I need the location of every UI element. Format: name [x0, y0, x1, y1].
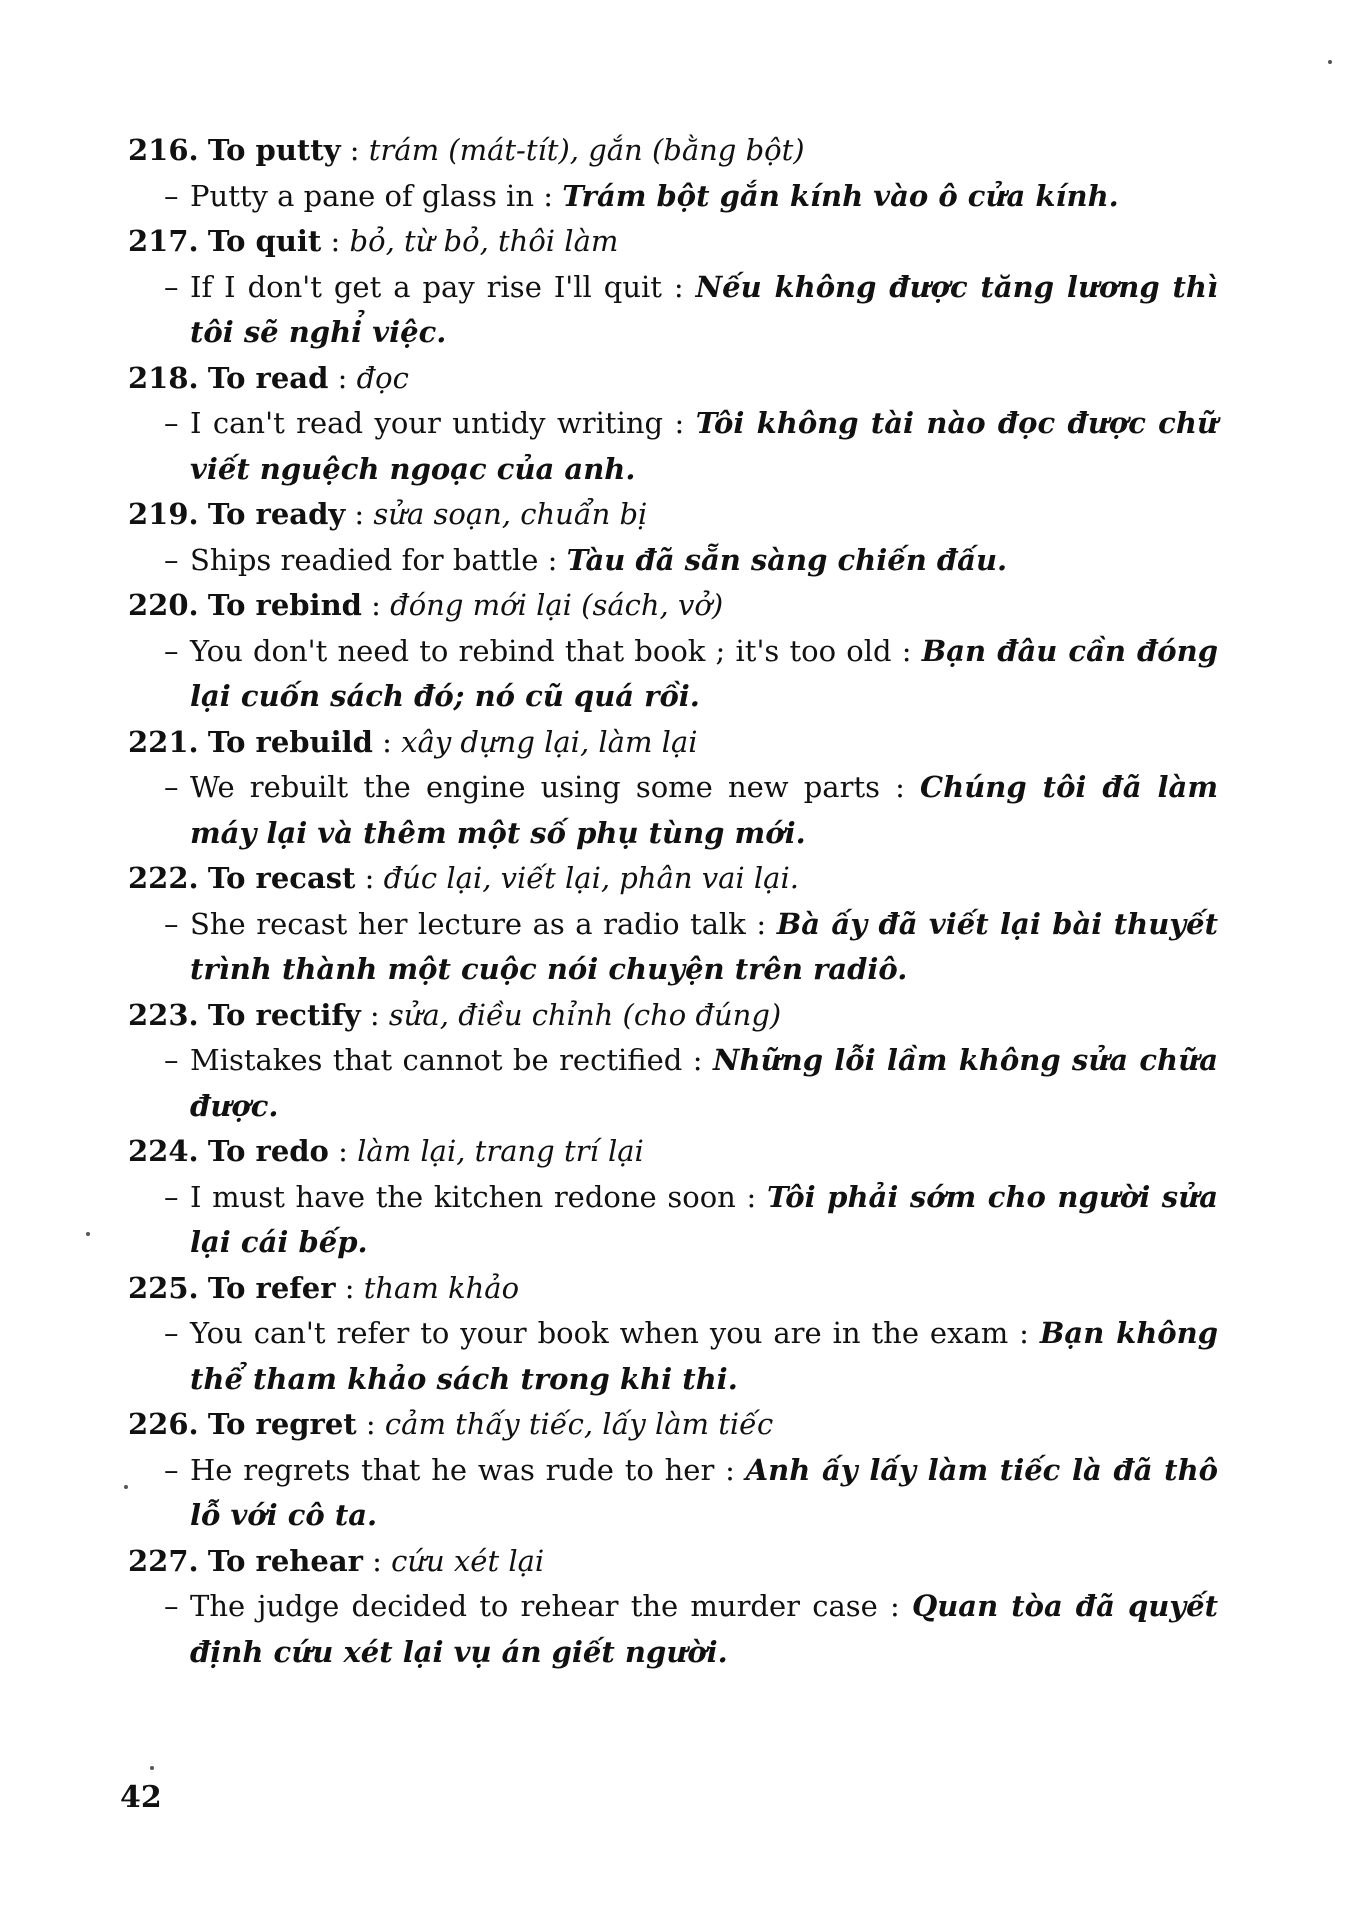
entry-example — [128, 902, 1218, 993]
example-english: He regrets that he was rude to her : — [190, 1452, 735, 1487]
example-dash: – — [164, 178, 179, 213]
page-number: 42 — [120, 1780, 162, 1815]
example-vietnamese: Chúng tôi đã làm máy lại và thêm một số phụ tùng mới. — [190, 770, 1219, 850]
entry-headword-line — [128, 993, 1218, 1039]
dictionary-entry-227 — [128, 1539, 1218, 1676]
entry-example — [128, 1448, 1218, 1539]
example-dash: – — [164, 1589, 179, 1623]
dictionary-entry-222 — [128, 856, 1218, 993]
entry-headword: To putty — [207, 133, 341, 167]
example-dash: – — [164, 770, 179, 804]
example-dash: – — [164, 906, 179, 941]
example-vietnamese: Nếu không được tăng lương thì tôi sẽ nghỉ việc. — [190, 269, 1218, 349]
entry-gloss: sửa, điều chỉnh (cho đúng) — [388, 997, 782, 1032]
entry-headword-line — [128, 856, 1218, 902]
entry-number: 222. — [128, 861, 199, 895]
entry-gloss: bỏ, từ bỏ, thôi làm — [349, 224, 619, 258]
example-vietnamese: Anh ấy lấy làm tiếc là đã thô lỗ với cô ta. — [190, 1452, 1219, 1532]
example-english: If I don't get a pay rise I'll quit : — [190, 269, 684, 304]
entry-colon: : — [338, 1134, 348, 1168]
entry-number: 217. — [128, 224, 199, 258]
entry-headword: To redo — [207, 1134, 329, 1168]
entry-gloss: đọc — [356, 360, 409, 395]
entry-headword: To regret — [207, 1407, 357, 1441]
example-english: She recast her lecture as a radio talk : — [190, 906, 767, 941]
example-english: The judge decided to rehear the murder case : — [190, 1589, 900, 1623]
entry-colon: : — [372, 1543, 382, 1578]
dictionary-entry-216 — [128, 128, 1218, 219]
entry-number: 227. — [128, 1543, 199, 1578]
example-vietnamese: Bạn đâu cần đóng lại cuốn sách đó; nó cũ quá rồi. — [190, 633, 1219, 713]
entry-headword-line — [128, 720, 1218, 766]
entry-headword-line — [128, 128, 1218, 174]
entry-headword: To read — [207, 360, 329, 395]
example-vietnamese: Tôi phải sớm cho người sửa lại cái bếp. — [190, 1179, 1218, 1259]
entry-number: 216. — [128, 133, 199, 167]
example-english: Mistakes that cannot be rectified : — [190, 1043, 703, 1077]
entry-gloss: xây dựng lại, làm lại — [401, 724, 698, 759]
entry-example — [128, 265, 1218, 356]
example-vietnamese: Trám bột gắn kính vào ô cửa kính. — [562, 178, 1119, 213]
example-dash: – — [164, 1316, 179, 1350]
entry-colon: : — [337, 360, 348, 395]
scan-speck — [150, 1766, 154, 1770]
dictionary-entry-221 — [128, 720, 1218, 857]
example-vietnamese: Bà ấy đã viết lại bài thuyết trình thành một cuộc nói chuyện trên radiô. — [190, 906, 1218, 986]
entry-gloss: đóng mới lại (sách, vở) — [390, 588, 724, 622]
dictionary-entry-226 — [128, 1402, 1218, 1539]
entry-example — [128, 1311, 1218, 1402]
entry-headword: To recast — [207, 861, 356, 895]
entry-colon: : — [349, 133, 360, 167]
entry-headword-line — [128, 1266, 1218, 1312]
entry-colon: : — [382, 724, 392, 759]
entry-headword-line — [128, 356, 1218, 402]
example-english: You can't refer to your book when you are in the exam : — [190, 1316, 1029, 1350]
example-dash: – — [164, 406, 179, 440]
entry-colon: : — [354, 497, 365, 531]
entry-number: 220. — [128, 588, 199, 622]
example-english: Putty a pane of glass in : — [190, 178, 553, 213]
example-english: We rebuilt the engine using some new parts : — [190, 770, 905, 804]
example-dash: – — [164, 269, 179, 304]
entry-headword-line — [128, 1129, 1218, 1175]
entry-number: 221. — [128, 724, 199, 759]
entry-headword: To rehear — [207, 1543, 363, 1578]
example-vietnamese: Bạn không thể tham khảo sách trong khi thi. — [190, 1316, 1218, 1396]
entry-example — [128, 765, 1218, 856]
example-english: I can't read your untidy writing : — [190, 406, 685, 440]
dictionary-entry-217 — [128, 219, 1218, 356]
entry-colon: : — [369, 997, 380, 1032]
entry-headword-line — [128, 1539, 1218, 1585]
entry-number: 226. — [128, 1407, 199, 1441]
entry-number: 225. — [128, 1270, 199, 1305]
entry-headword-line — [128, 492, 1218, 538]
entry-gloss: làm lại, trang trí lại — [357, 1134, 644, 1168]
entry-number: 224. — [128, 1134, 199, 1168]
entry-example — [128, 1584, 1218, 1675]
example-dash: – — [164, 633, 179, 668]
entry-example — [128, 401, 1218, 492]
example-dash: – — [164, 1043, 179, 1077]
entry-example — [128, 629, 1218, 720]
entry-example — [128, 174, 1218, 220]
entry-colon: : — [364, 861, 375, 895]
entry-gloss: trám (mát-tít), gắn (bằng bột) — [368, 133, 805, 167]
entry-number: 218. — [128, 360, 199, 395]
entry-number: 223. — [128, 997, 199, 1032]
entry-example — [128, 538, 1218, 584]
entry-example — [128, 1175, 1218, 1266]
example-vietnamese: Tàu đã sẵn sàng chiến đấu. — [566, 542, 1008, 577]
entry-headword: To rebuild — [207, 724, 373, 759]
entry-headword: To quit — [207, 224, 322, 258]
scan-speck — [86, 1232, 90, 1236]
entry-headword: To rebind — [207, 588, 362, 622]
example-vietnamese: Tôi không tài nào đọc được chữ viết nguệch ngoạc của anh. — [190, 406, 1218, 486]
entry-colon: : — [344, 1270, 355, 1305]
dictionary-entry-224 — [128, 1129, 1218, 1266]
scan-speck — [1328, 60, 1332, 64]
example-dash: – — [164, 1179, 179, 1214]
scan-speck — [124, 1485, 128, 1489]
example-dash: – — [164, 542, 179, 577]
example-vietnamese: Quan tòa đã quyết định cứu xét lại vụ án giết người. — [190, 1589, 1218, 1669]
entry-gloss: cứu xét lại — [391, 1543, 545, 1578]
dictionary-entry-220 — [128, 583, 1218, 720]
entry-gloss: sửa soạn, chuẩn bị — [373, 497, 648, 531]
entry-headword-line — [128, 583, 1218, 629]
example-english: I must have the kitchen redone soon : — [190, 1179, 757, 1214]
entry-number: 219. — [128, 497, 199, 531]
example-dash: – — [164, 1452, 179, 1487]
entry-headword: To refer — [207, 1270, 336, 1305]
entry-colon: : — [365, 1407, 376, 1441]
dictionary-entries — [128, 128, 1218, 1675]
entry-headword: To ready — [207, 497, 346, 531]
entry-headword-line — [128, 219, 1218, 265]
example-vietnamese: Những lỗi lầm không sửa chữa được. — [190, 1043, 1218, 1123]
entry-example — [128, 1038, 1218, 1129]
entry-colon: : — [371, 588, 381, 622]
entry-headword-line — [128, 1402, 1218, 1448]
entry-gloss: đúc lại, viết lại, phân vai lại. — [383, 861, 799, 895]
dictionary-entry-218 — [128, 356, 1218, 493]
entry-headword: To rectify — [207, 997, 361, 1032]
example-english: Ships readied for battle : — [190, 542, 558, 577]
entry-colon: : — [330, 224, 341, 258]
dictionary-entry-219 — [128, 492, 1218, 583]
entry-gloss: tham khảo — [363, 1270, 520, 1305]
entry-gloss: cảm thấy tiếc, lấy làm tiếc — [384, 1407, 774, 1441]
dictionary-entry-223 — [128, 993, 1218, 1130]
dictionary-entry-225 — [128, 1266, 1218, 1403]
example-english: You don't need to rebind that book ; it's too old : — [190, 633, 912, 668]
